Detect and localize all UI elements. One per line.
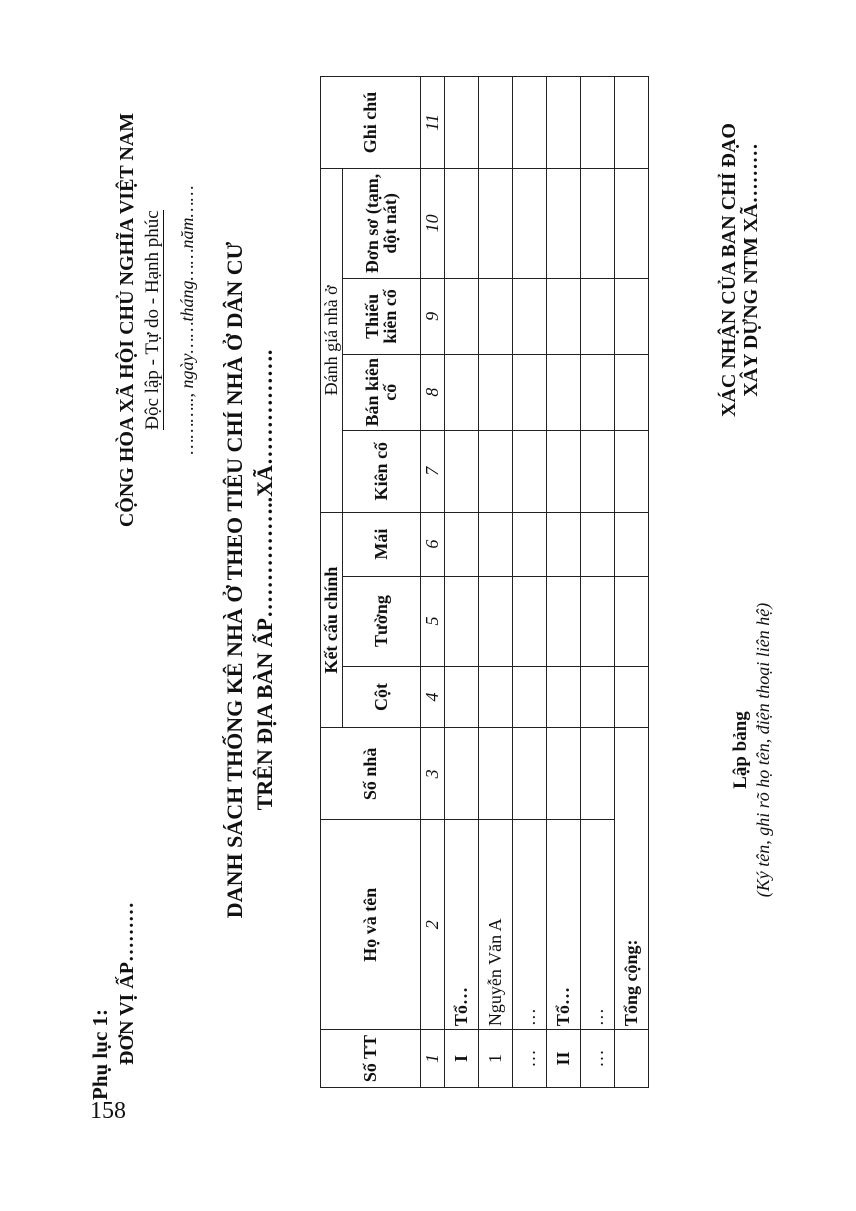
republic-heading: CỘNG HÒA XÃ HỘI CHỦ NGHĨA VIỆT NAM xyxy=(116,112,138,528)
column-number: 5 xyxy=(420,576,444,666)
header-structure: Kết cấu chính xyxy=(321,512,343,728)
housing-list-table xyxy=(320,76,649,1088)
maker-note: (Ký tên, ghi rõ họ tên, điện thoại liên hệ) xyxy=(753,602,773,898)
column-number: 10 xyxy=(420,168,444,278)
appendix-label: Phụ lục 1: xyxy=(88,1008,112,1100)
column-number: 2 xyxy=(420,820,444,1030)
column-number: 8 xyxy=(420,354,444,430)
header-assessment: Đánh giá nhà ở xyxy=(321,168,343,512)
table-row xyxy=(478,77,512,1088)
row-name: Nguyễn Văn A xyxy=(478,820,512,1030)
confirm-line2: XÂY DỰNG NTM XÃ……… xyxy=(740,143,762,397)
header-house-no: Số nhà xyxy=(321,728,421,820)
row-stt: … xyxy=(512,1030,546,1088)
row-name: … xyxy=(512,820,546,1030)
motto xyxy=(142,100,164,540)
column-number: 6 xyxy=(420,512,444,576)
header-name: Họ và tên xyxy=(321,820,421,1030)
header-roof: Mái xyxy=(342,512,420,576)
document-title-line2: TRÊN ĐỊA BÀN ẤP……………..XÃ……………. xyxy=(252,349,277,811)
document-title-line1: DANH SÁCH THỐNG KÊ NHÀ Ở THEO TIÊU CHÍ NHÀ Ở DÂN CƯ xyxy=(222,241,247,919)
column-number: 4 xyxy=(420,666,444,728)
table-row xyxy=(444,77,478,1088)
column-number: 9 xyxy=(420,278,444,354)
row-name: … xyxy=(580,820,614,1030)
total-label: Tổng cộng: xyxy=(614,728,648,1030)
column-number: 1 xyxy=(420,1030,444,1088)
row-name: Tổ… xyxy=(444,820,478,1030)
row-stt: I xyxy=(444,1030,478,1088)
header-note: Ghi chú xyxy=(321,77,421,169)
row-stt: 1 xyxy=(478,1030,512,1088)
header-column: Cột xyxy=(342,666,420,728)
column-number: 3 xyxy=(420,728,444,820)
page-number: 158 xyxy=(90,1098,126,1124)
date-line: ……….., ngày……tháng……năm…… xyxy=(177,185,197,455)
header-solid: Kiên cố xyxy=(342,430,420,512)
header-lack-solid: Thiếu kiên cố xyxy=(342,278,420,354)
column-number: 7 xyxy=(420,430,444,512)
row-stt: … xyxy=(580,1030,614,1088)
confirm-line1: XÁC NHẬN CỦA BAN CHỈ ĐẠO xyxy=(718,123,740,417)
table-row xyxy=(580,77,614,1088)
header-semi-solid: Bán kiên cố xyxy=(342,354,420,430)
total-row xyxy=(614,77,648,1088)
header-simple: Đơn sơ (tạm, dột nát) xyxy=(342,168,420,278)
column-number: 11 xyxy=(420,77,444,169)
header-wall: Tường xyxy=(342,576,420,666)
row-name: Tổ… xyxy=(546,820,580,1030)
column-number-row xyxy=(420,77,444,1088)
row-stt: II xyxy=(546,1030,580,1088)
maker-label: Lập bảng xyxy=(730,711,751,789)
rotated-page-content xyxy=(80,60,780,1100)
table-row xyxy=(546,77,580,1088)
header-stt: Số TT xyxy=(321,1030,421,1088)
motto-text: Độc lập - Tự do - Hạnh phúc xyxy=(142,210,163,430)
table-row xyxy=(512,77,546,1088)
unit-label: ĐƠN VỊ ẤP……… xyxy=(116,902,138,1065)
